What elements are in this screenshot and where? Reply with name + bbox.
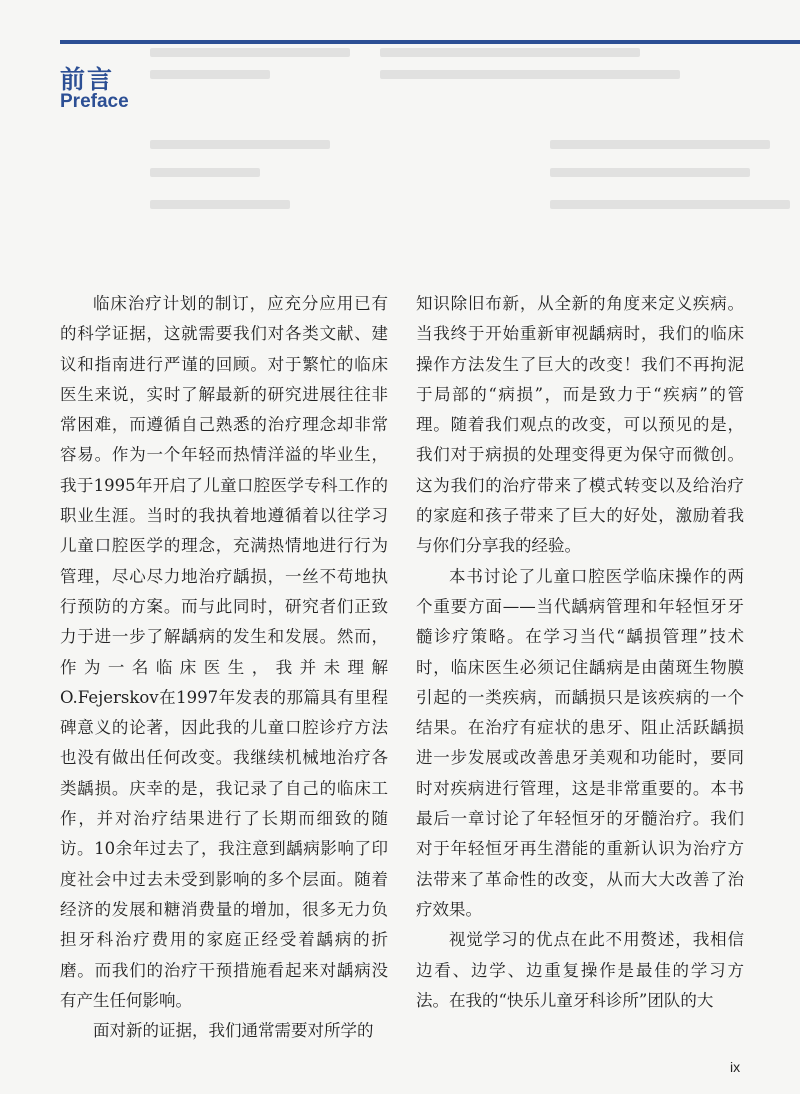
paragraph: 临床治疗计划的制订，应充分应用已有的科学证据，这就需要我们对各类文献、建议和指南进行严谨的回顾。对于繁忙的临床医生来说，实时了解最新的研究进展往往非常困难，而遵循自己熟悉的治疗理念却非常容易。作为一个年轻而热情洋溢的毕业生，我于1995年开启了儿童口腔医学专科工作的职业生涯。当时的我执着地遵循着以往学习儿童口腔医学的理念，充满热情地进行行为管理，尽心尽力地治疗龋损，一丝不苟地执行预防的方案。而与此同时，研究者们正致力于进一步了解龋病的发生和发展。然而，作为一名临床医生，我并未理解O.Fejerskov在1997年发表的那篇具有里程碑意义的论著，因此我的儿童口腔诊疗方法也没有做出任何改变。我继续机械地治疗各类龋损。庆幸的是，我记录了自己的临床工作，并对治疗结果进行了长期而细致的随访。10余年过去了，我注意到龋病影响了印度社会中过去未受到影响的多个层面。随着经济的发展和糖消费量的增加，很多无力负担牙科治疗费用的家庭正经受着龋病的折磨。而我们的治疗干预措施看起来对龋病没有产生任何影响。 (60, 294, 388, 1010)
page-number: ix (730, 1059, 741, 1075)
page-subtitle: Preface (60, 91, 129, 112)
paragraph: 知识除旧布新，从全新的角度来定义疾病。当我终于开始重新审视龋病时，我们的临床操作方法发生了巨大的改变！我们不再拘泥于局部的“病损”，而是致力于“疾病”的管理。随着我们观点的改变，可以预见的是，我们对于病损的处理变得更为保守而微创。这为我们的治疗带来了模式转变以及给治疗的家庭和孩子带来了巨大的好处，激励着我与你们分享我的经验。 (416, 294, 744, 556)
paragraph: 视觉学习的优点在此不用赘述，我相信边看、边学、边重复操作是最佳的学习方法。在我的“快乐儿童牙科诊所”团队的大 (416, 930, 744, 1010)
page-title: 前言 (60, 65, 115, 94)
header-rule (60, 40, 800, 44)
right-column (416, 289, 744, 1016)
paragraph: 面对新的证据，我们通常需要对所学的 (93, 1021, 374, 1041)
bleed-through-texture (150, 40, 800, 230)
paragraph: 本书讨论了儿童口腔医学临床操作的两个重要方面——当代龋病管理和年轻恒牙牙髓诊疗策略。在学习当代“龋损管理”技术时，临床医生必须记住龋病是由菌斑生物膜引起的一类疾病，而龋损只是该疾病的一个结果。在治疗有症状的患牙、阻止活跃龋损进一步发展或改善患牙美观和功能时，要同时对疾病进行管理，这是非常重要的。本书最后一章讨论了年轻恒牙的牙髓治疗。我们对于年轻恒牙再生潜能的重新认识为治疗方法带来了革命性的改变，从而大大改善了治疗效果。 (416, 566, 744, 919)
left-column (60, 289, 388, 1046)
